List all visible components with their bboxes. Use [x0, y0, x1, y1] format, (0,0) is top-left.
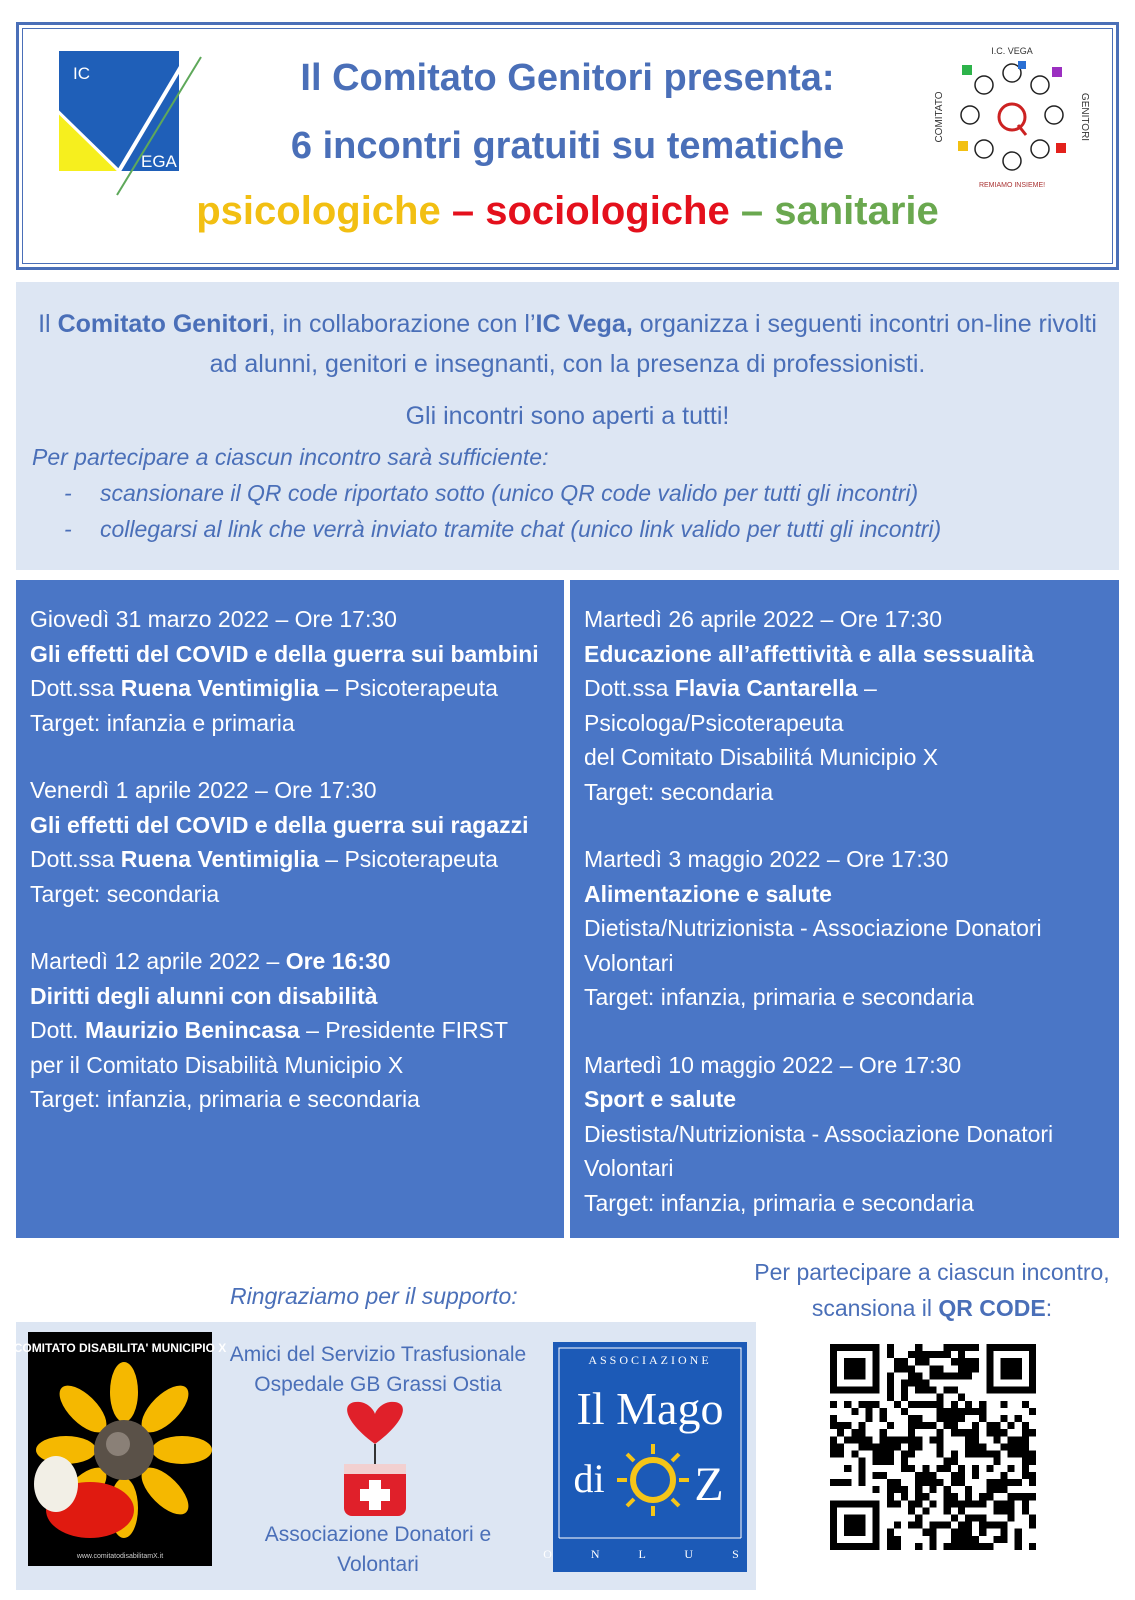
event-extra: del Comitato Disabilitá Municipio X [584, 744, 939, 770]
event-date [30, 944, 550, 979]
speaker-name: Ruena Ventimiglia [120, 675, 319, 701]
event-date: Martedì 3 maggio 2022 – Ore 17:30 [584, 846, 949, 872]
intro-open-to-all: Gli incontri sono aperti a tutti! [405, 402, 730, 430]
speaker-prefix: Dott. [30, 1017, 85, 1043]
bullet-dash: - [64, 480, 72, 506]
intro-ic-vega: IC Vega, [535, 310, 633, 338]
event-title: Educazione all’affettività e alla sessualità [584, 640, 1034, 667]
event-target: Target: secondaria [584, 778, 774, 805]
event-title: Gli effetti del COVID e della guerra sui bambini [30, 640, 539, 667]
event-date: Martedì 10 maggio 2022 – Ore 17:30 [584, 1051, 962, 1078]
comitato-disabilita-logo [13, 1332, 227, 1566]
title-line-1: Il Comitato Genitori presenta: [300, 57, 835, 99]
event-title: Gli effetti del COVID e della guerra sui ragazzi [30, 811, 529, 838]
svg-text:IC: IC [73, 64, 90, 83]
intro-comitato: Comitato Genitori [57, 310, 269, 338]
svg-text:O N L U S: O N L U S [543, 1547, 757, 1561]
sponsors-thanks: Ringraziamo per il supporto: [230, 1283, 518, 1309]
event-target: Target: infanzia e primaria [30, 709, 295, 736]
svg-text:I.C. VEGA: I.C. VEGA [991, 46, 1033, 56]
speaker-prefix: Dott.ssa [30, 846, 121, 872]
speaker-name: Maurizio Benincasa [84, 1017, 300, 1043]
speaker-prefix: Dott.ssa [584, 675, 675, 701]
title-topics [23, 189, 1112, 234]
bullet-dash: - [64, 516, 72, 542]
speaker-name: Ruena Ventimiglia [120, 846, 319, 872]
event-title: Sport e salute [584, 1086, 737, 1112]
intro-section [16, 282, 1119, 570]
speaker-role: – Psicoterapeuta [318, 846, 498, 872]
qr-code[interactable] [830, 1344, 1036, 1550]
title-line-2: 6 incontri gratuiti su tematiche [290, 125, 845, 167]
event-extra: per il Comitato Disabilità Municipio X [30, 1051, 404, 1078]
svg-text:EGA: EGA [141, 152, 177, 171]
event-speaker [30, 1013, 550, 1048]
event-target: Target: infanzia, primaria e secondaria [30, 1086, 420, 1112]
event-date: Martedì 26 aprile 2022 – Ore 17:30 [584, 606, 943, 632]
qr-label-bold: QR CODE [938, 1295, 1046, 1321]
event-date: Venerdì 1 aprile 2022 – Ore 17:30 [30, 777, 377, 803]
event-speaker [584, 671, 1105, 706]
events-right-column [570, 580, 1119, 1238]
event-date-text: Martedì 12 aprile 2022 – [30, 948, 286, 974]
event-title: Alimentazione e salute [584, 880, 832, 907]
comitato-genitori-logo [932, 45, 1092, 195]
event-item [584, 842, 1105, 1015]
events-left-column [16, 580, 564, 1238]
amici-servizio-trasfusionale: Amici del Servizio Trasfusionale Ospedale GB Grassi Ostia [229, 1343, 527, 1396]
speaker-role: – [857, 675, 877, 701]
topic-separator: – [740, 189, 764, 233]
event-time: Ore 16:30 [285, 948, 391, 974]
mago-di-oz-logo [543, 1342, 757, 1572]
topic-separator: – [451, 189, 475, 233]
qr-label-colon: : [1045, 1295, 1053, 1321]
header-inner [22, 28, 1113, 264]
intro-paragraph [36, 304, 1099, 384]
intro-text: Il [38, 310, 58, 338]
svg-text:COMITATO: COMITATO [934, 91, 945, 143]
event-date: Giovedì 31 marzo 2022 – Ore 17:30 [30, 606, 397, 632]
event-target: Target: infanzia, primaria e secondaria [584, 1189, 974, 1216]
intro-instructions: Per partecipare a ciascun incontro sarà sufficiente: [32, 444, 549, 470]
event-speaker [30, 671, 550, 706]
topic-sanitarie: sanitarie [774, 189, 939, 233]
speaker-role: – Presidente FIRST [299, 1017, 509, 1043]
speaker-name: Flavia Cantarella [674, 675, 858, 701]
event-item [30, 773, 550, 911]
qr-label-text: Per partecipare a ciascun incontro, scansiona il [754, 1259, 1110, 1321]
bullet-text: scansionare il QR code riportato sotto (unico QR code valido per tutti gli incontri) [100, 480, 919, 506]
event-item [584, 1048, 1105, 1221]
event-speaker [30, 842, 550, 877]
intro-text: , in collaborazione con l’ [268, 310, 536, 338]
qr-label [744, 1254, 1120, 1326]
intro-text: organizza i seguenti incontri on-line rivolti ad alunni, genitori e insegnanti, con la presenza di professionisti. [209, 310, 1097, 378]
topic-psicologiche: psicologiche [196, 189, 441, 233]
intro-bullet [64, 480, 918, 507]
svg-text:REMIAMO INSIEME!: REMIAMO INSIEME! [978, 182, 1046, 189]
event-item [30, 944, 550, 1117]
svg-text:di: di [573, 1456, 605, 1501]
blood-bag-icon [332, 1400, 418, 1520]
event-target: Target: secondaria [30, 880, 220, 907]
svg-text:ASSOCIAZIONE: ASSOCIAZIONE [588, 1353, 712, 1367]
header-box [16, 22, 1119, 270]
ic-vega-logo [37, 43, 203, 195]
svg-text:COMITATO DISABILITA' MUNICIPIO: COMITATO DISABILITA' MUNICIPIO X [13, 1341, 227, 1355]
event-item [584, 602, 1105, 809]
speaker-role: – Psicoterapeuta [318, 675, 498, 701]
event-extra: Psicologa/Psicoterapeuta [584, 709, 844, 736]
svg-text:Il Mago: Il Mago [576, 1383, 724, 1434]
svg-text:GENITORI: GENITORI [1079, 92, 1090, 142]
topic-sociologiche: sociologiche [485, 189, 730, 233]
event-speaker: Diestista/Nutrizionista - Associazione Donatori Volontari [584, 1120, 1054, 1181]
event-item [30, 602, 550, 740]
svg-text:www.comitatodisabilitamX.it: www.comitatodisabilitamX.it [76, 1553, 164, 1560]
associazione-donatori: Associazione Donatori e Volontari [264, 1523, 492, 1576]
intro-bullet [64, 516, 941, 543]
bullet-text: collegarsi al link che verrà inviato tramite chat (unico link valido per tutti gli incontri) [100, 516, 942, 542]
event-title: Diritti degli alunni con disabilità [30, 982, 378, 1009]
event-target: Target: infanzia, primaria e secondaria [584, 984, 974, 1010]
svg-text:Z: Z [694, 1458, 724, 1511]
event-speaker: Dietista/Nutrizionista - Associazione Donatori Volontari [584, 915, 1042, 976]
speaker-prefix: Dott.ssa [30, 675, 121, 701]
